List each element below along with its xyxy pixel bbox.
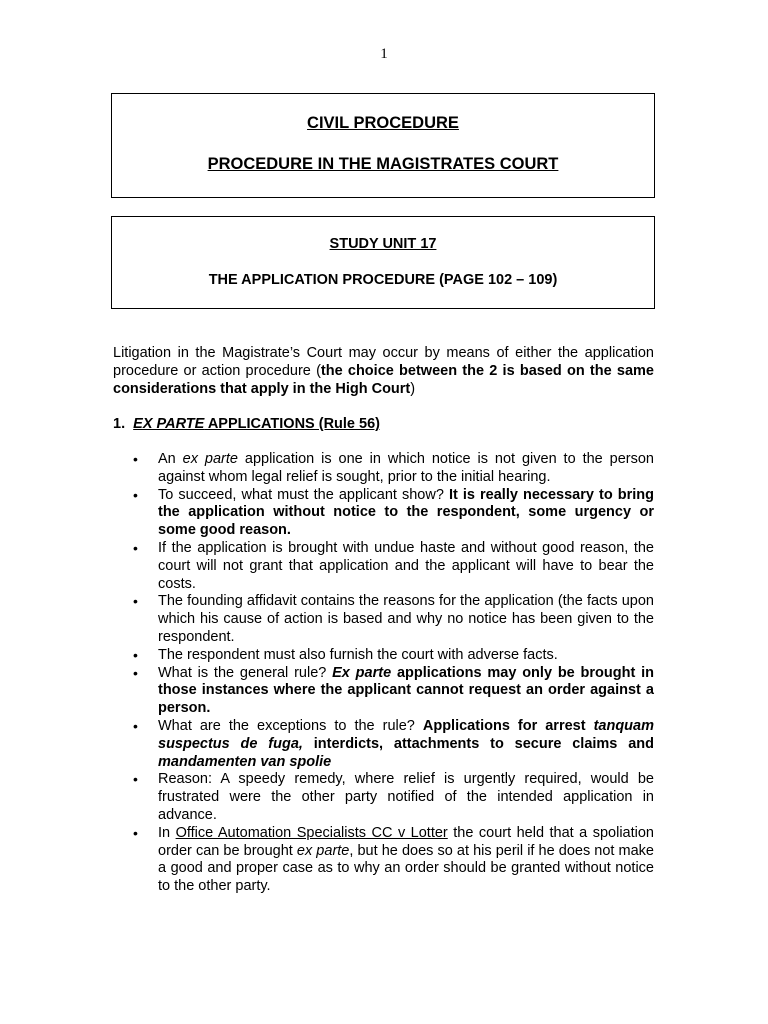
study-unit-box (111, 216, 655, 309)
list-item (133, 824, 654, 896)
bullet-icon: • (133, 664, 138, 681)
list-item-italic: ex parte (182, 451, 238, 467)
intro-paragraph (113, 345, 654, 398)
list-item (133, 593, 654, 646)
list-item-text: What are the exceptions to the rule? (158, 717, 423, 734)
list-item (133, 451, 654, 487)
list-item-text: the court held that a spoliation order can be brought (158, 824, 654, 859)
document-title: CIVIL PROCEDURE (307, 114, 459, 132)
list-item (133, 539, 654, 593)
page-number: 1 (380, 46, 388, 62)
section-title (133, 416, 380, 432)
bullet-icon: • (133, 646, 138, 663)
list-item (133, 771, 654, 824)
list-item-text: What is the general rule? (158, 664, 333, 681)
bullet-icon: • (133, 451, 138, 467)
list-item-text: If the application is brought with undue haste and without good reason, the court will not grant that application and the applicant will have to bear the costs. (158, 539, 654, 592)
list-item (133, 717, 654, 771)
bullet-icon: • (133, 771, 138, 788)
case-name: Office Automation Specialists CC v Lotter (175, 824, 448, 841)
list-item-text: Reason: A speedy remedy, where relief is urgently required, would be frustrated were the other party notified of the intended application in advance. (158, 771, 654, 823)
list-item-bold: applications may only be brought in those instances where the applicant cannot request an order against a person. (158, 664, 655, 717)
section-number: 1. (113, 416, 126, 432)
section-title-italic: EX PARTE (133, 416, 205, 432)
list-item (133, 646, 654, 665)
list-item-text: The founding affidavit contains the reasons for the application (the facts upon which his cause of action is based and why no notice has been given to the respondent. (158, 593, 654, 645)
list-item-italic: ex parte (296, 842, 350, 859)
study-unit-title: STUDY UNIT 17 (329, 236, 437, 252)
document-subtitle: PROCEDURE IN THE MAGISTRATES COURT (207, 155, 559, 173)
list-item (133, 486, 654, 540)
list-item-bold-italic (158, 754, 331, 770)
list-item-text: The respondent must also furnish the court with adverse facts. (158, 646, 558, 663)
section-title-rest: APPLICATIONS (Rule 56) (204, 416, 380, 432)
list-item-text: An (158, 451, 183, 467)
list-item-bold-italic-text: Ex parte (332, 664, 392, 681)
bullet-icon: • (133, 717, 138, 734)
study-unit-subtitle: THE APPLICATION PROCEDURE (PAGE 102 – 109) (208, 272, 558, 288)
list-item (133, 664, 655, 718)
bullet-icon: • (133, 539, 138, 556)
title-box (111, 93, 655, 198)
intro-text: Litigation in the Magistrate’s Court may occur by means of either the application procedure or action procedure ( (113, 345, 654, 379)
list-item-text: To succeed, what must the applicant show? (158, 486, 449, 503)
list-item-bold-italic-text: tanquam suspectus de fuga, (158, 717, 654, 752)
list-item-bold: Applications for arrest (422, 717, 594, 734)
list-item-text: In (158, 824, 176, 841)
bullet-icon: • (133, 824, 138, 841)
list-item-bold-italic-text: mandamenten van spolie (158, 753, 332, 770)
bullet-list (133, 451, 655, 896)
section-heading (113, 416, 380, 432)
intro-bold-text: the choice between the 2 is based on the same considerations that apply in the High Court (113, 362, 654, 397)
list-item-bold: It is really necessary to bring the application without notice to the respondent, some urgency or some good reason. (158, 486, 654, 539)
list-item-bold-italic (332, 665, 391, 681)
list-item-text: , but he does so at his peril if he does not make a good and proper case as to why an order should be granted without notice to the other party. (158, 842, 654, 895)
list-item-bold: interdicts, attachments to secure claims and (302, 735, 654, 752)
intro-end: ) (410, 380, 416, 397)
list-item-text: application is one in which notice is not given to the person against whom legal relief is sought, prior to the initial hearing. (158, 451, 654, 485)
bullet-icon: • (133, 486, 138, 503)
bullet-icon: • (133, 593, 138, 610)
